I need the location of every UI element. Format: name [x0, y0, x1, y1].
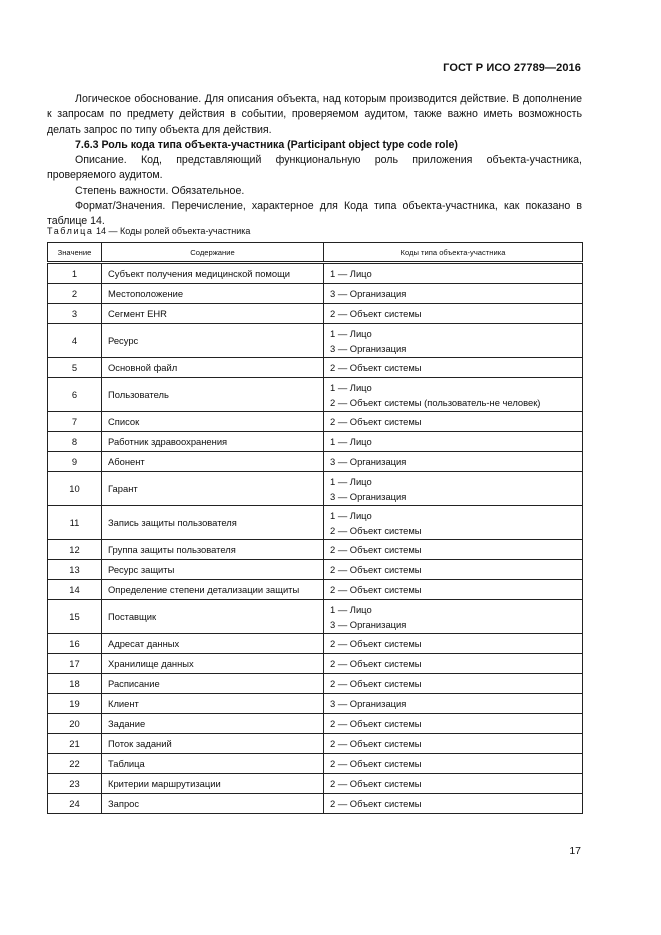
object-type-code: 2 — Объект системы [330, 564, 422, 575]
row-content-cell: Запрос [102, 794, 324, 814]
row-codes-cell [324, 674, 583, 694]
object-type-code: 2 — Объект системы [330, 738, 422, 749]
object-type-code: 1 — Лицо [330, 475, 372, 487]
object-type-code: 2 — Объект системы [330, 308, 422, 319]
row-content-cell: Адресат данных [102, 634, 324, 654]
table-row [48, 714, 583, 734]
table-row [48, 600, 583, 634]
document-standard-header: ГОСТ Р ИСО 27789—2016 [443, 62, 581, 74]
table-row [48, 540, 583, 560]
row-value-cell: 4 [48, 324, 102, 358]
object-type-code: 2 — Объект системы [330, 758, 422, 769]
row-content-cell: Запись защиты пользователя [102, 506, 324, 540]
table-row [48, 734, 583, 754]
row-codes-cell [324, 794, 583, 814]
row-codes-cell [324, 358, 583, 378]
row-codes-cell [324, 506, 583, 540]
row-content-cell: Местоположение [102, 284, 324, 304]
row-content-cell: Задание [102, 714, 324, 734]
table-body [48, 264, 583, 814]
table-row [48, 358, 583, 378]
row-value-cell: 6 [48, 378, 102, 412]
row-codes-cell [324, 472, 583, 506]
row-codes-cell [324, 560, 583, 580]
row-value-cell: 10 [48, 472, 102, 506]
table-row [48, 774, 583, 794]
row-value-cell: 22 [48, 754, 102, 774]
rationale-paragraph: Логическое обоснование. Для описания объекта, над которым производится действие. В дополнение к запросам по предмету действия в событии, проверяемом аудитом, также важно иметь возможность делать запрос по типу объекта для действия. [47, 93, 582, 136]
row-content-cell: Основной файл [102, 358, 324, 378]
row-value-cell: 9 [48, 452, 102, 472]
table-row [48, 654, 583, 674]
row-value-cell: 16 [48, 634, 102, 654]
table-caption-word: Таблица [47, 226, 94, 236]
row-codes-cell [324, 412, 583, 432]
row-value-cell: 20 [48, 714, 102, 734]
object-type-code: 2 — Объект системы [330, 798, 422, 809]
row-content-cell: Группа защиты пользователя [102, 540, 324, 560]
row-codes-cell [324, 452, 583, 472]
object-type-code: 2 — Объект системы [330, 678, 422, 689]
importance-paragraph: Степень важности. Обязательное. [75, 184, 245, 197]
row-content-cell: Абонент [102, 452, 324, 472]
row-codes-cell [324, 264, 583, 284]
row-value-cell: 5 [48, 358, 102, 378]
row-content-cell: Расписание [102, 674, 324, 694]
row-codes-cell [324, 694, 583, 714]
table-row [48, 794, 583, 814]
row-codes-cell [324, 540, 583, 560]
table-row [48, 694, 583, 714]
row-codes-cell [324, 774, 583, 794]
row-codes-cell [324, 580, 583, 600]
object-type-code: 3 — Организация [330, 342, 407, 354]
table-row [48, 432, 583, 452]
object-type-code: 1 — Лицо [330, 509, 372, 521]
row-content-cell: Поток заданий [102, 734, 324, 754]
section-heading: 7.6.3 Роль кода типа объекта-участника (Participant object type code role) [75, 138, 458, 151]
table-caption-text: 14 — Коды ролей объекта-участника [93, 226, 251, 236]
row-codes-cell [324, 378, 583, 412]
row-codes-cell [324, 654, 583, 674]
table-row [48, 472, 583, 506]
row-value-cell: 21 [48, 734, 102, 754]
object-type-code: 1 — Лицо [330, 603, 372, 615]
row-content-cell: Субъект получения медицинской помощи [102, 264, 324, 284]
object-type-code: 2 — Объект системы [330, 638, 422, 649]
row-value-cell: 13 [48, 560, 102, 580]
row-codes-cell [324, 714, 583, 734]
object-type-code: 2 — Объект системы [330, 658, 422, 669]
row-content-cell: Таблица [102, 754, 324, 774]
row-value-cell: 23 [48, 774, 102, 794]
row-content-cell: Критерии маршрутизации [102, 774, 324, 794]
row-content-cell: Ресурс защиты [102, 560, 324, 580]
object-type-code: 3 — Организация [330, 490, 407, 502]
object-type-code: 3 — Организация [330, 288, 407, 299]
object-type-code: 1 — Лицо [330, 268, 372, 279]
table-row [48, 580, 583, 600]
row-codes-cell [324, 284, 583, 304]
row-content-cell: Пользователь [102, 378, 324, 412]
object-type-code: 2 — Объект системы [330, 584, 422, 595]
object-type-code: 1 — Лицо [330, 381, 372, 393]
row-codes-cell [324, 304, 583, 324]
description-paragraph: Описание. Код, представляющий функциональную роль приложения объекта-участника, проверяемого аудитом. [47, 154, 582, 182]
column-header-codes: Коды типа объекта-участника [324, 243, 583, 262]
row-content-cell: Поставщик [102, 600, 324, 634]
row-codes-cell [324, 600, 583, 634]
object-type-code: 3 — Организация [330, 698, 407, 709]
row-content-cell: Клиент [102, 694, 324, 714]
table-row [48, 560, 583, 580]
table-row [48, 452, 583, 472]
row-value-cell: 3 [48, 304, 102, 324]
object-type-code: 2 — Объект системы [330, 778, 422, 789]
row-codes-cell [324, 754, 583, 774]
row-value-cell: 24 [48, 794, 102, 814]
row-value-cell: 2 [48, 284, 102, 304]
row-codes-cell [324, 324, 583, 358]
table-caption [47, 226, 250, 236]
row-codes-cell [324, 432, 583, 452]
row-content-cell: Определение степени детализации защиты [102, 580, 324, 600]
object-type-code: 2 — Объект системы (пользователь-не человек) [330, 396, 541, 408]
row-content-cell: Список [102, 412, 324, 432]
page-number: 17 [569, 845, 581, 857]
object-type-code: 2 — Объект системы [330, 416, 422, 427]
table-row [48, 264, 583, 284]
row-content-cell: Работник здравоохранения [102, 432, 324, 452]
row-value-cell: 18 [48, 674, 102, 694]
row-content-cell: Сегмент EHR [102, 304, 324, 324]
table-row [48, 284, 583, 304]
object-type-code: 2 — Объект системы [330, 718, 422, 729]
table-row [48, 324, 583, 358]
object-type-code: 3 — Организация [330, 618, 407, 630]
body-text [47, 92, 582, 230]
column-header-value: Значение [48, 243, 102, 262]
row-value-cell: 19 [48, 694, 102, 714]
row-codes-cell [324, 634, 583, 654]
row-content-cell: Хранилище данных [102, 654, 324, 674]
row-value-cell: 7 [48, 412, 102, 432]
object-type-code: 2 — Объект системы [330, 524, 422, 536]
object-type-code: 1 — Лицо [330, 436, 372, 447]
table-row [48, 304, 583, 324]
table-row [48, 634, 583, 654]
row-value-cell: 12 [48, 540, 102, 560]
row-content-cell: Ресурс [102, 324, 324, 358]
row-value-cell: 14 [48, 580, 102, 600]
table-row [48, 412, 583, 432]
row-value-cell: 17 [48, 654, 102, 674]
table-row [48, 754, 583, 774]
column-header-content: Содержание [102, 243, 324, 262]
row-value-cell: 11 [48, 506, 102, 540]
table-row [48, 674, 583, 694]
row-value-cell: 15 [48, 600, 102, 634]
object-type-code: 3 — Организация [330, 456, 407, 467]
format-paragraph: Формат/Значения. Перечисление, характерное для Кода типа объекта-участника, как показано в таблице 14. [47, 200, 582, 228]
table-row [48, 506, 583, 540]
row-content-cell: Гарант [102, 472, 324, 506]
row-codes-cell [324, 734, 583, 754]
object-type-code: 1 — Лицо [330, 327, 372, 339]
row-value-cell: 1 [48, 264, 102, 284]
row-value-cell: 8 [48, 432, 102, 452]
table-row [48, 378, 583, 412]
object-type-code: 2 — Объект системы [330, 362, 422, 373]
object-type-code: 2 — Объект системы [330, 544, 422, 555]
participant-role-codes-table [47, 242, 583, 814]
